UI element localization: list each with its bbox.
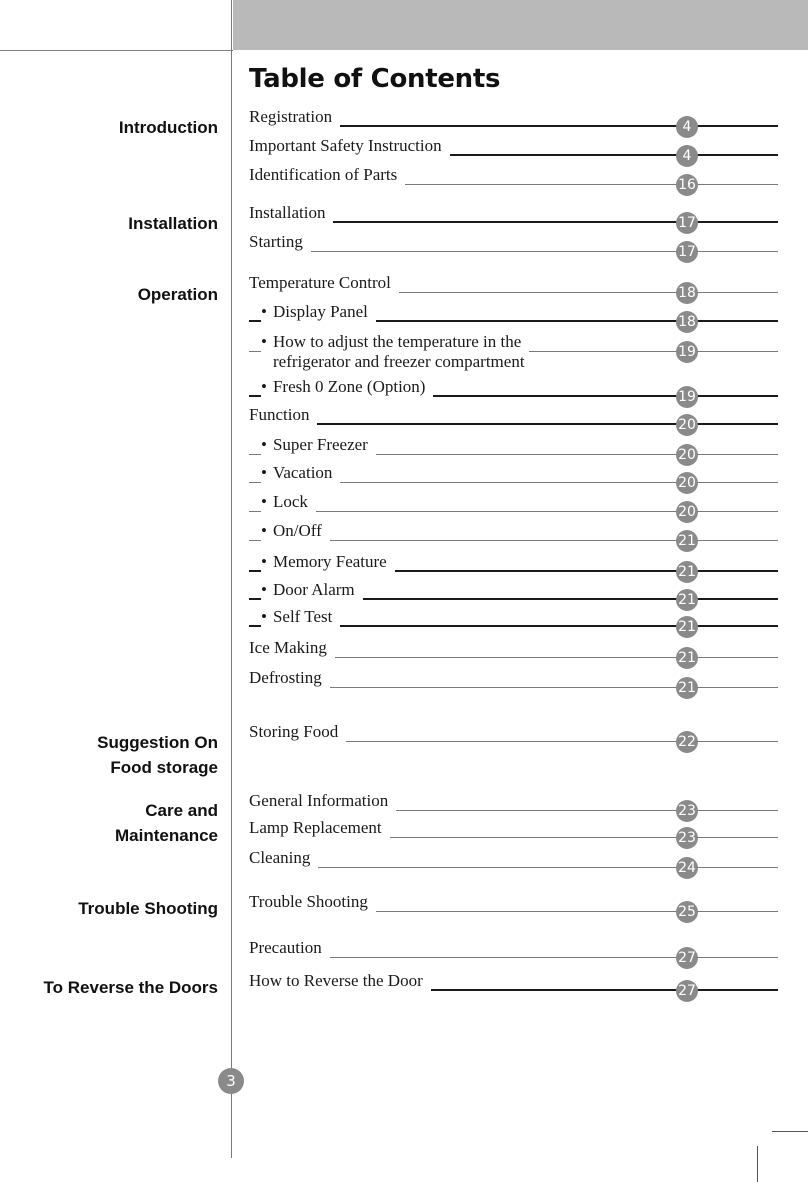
toc-entry-label: Trouble Shooting [249, 892, 376, 912]
corner-mark-vertical [757, 1146, 758, 1182]
leader-line [249, 423, 778, 425]
toc-entry[interactable] [249, 232, 778, 260]
section-care-maintenance: Care and Maintenance [115, 801, 218, 845]
toc-entry-label: • Memory Feature [261, 552, 395, 572]
toc-entry-label: Cleaning [249, 848, 318, 868]
page-number-badge: 17 [676, 212, 698, 234]
section-reverse-doors: To Reverse the Doors [43, 978, 218, 997]
toc-entry-label: How to Reverse the Door [249, 971, 431, 991]
page-number-badge: 21 [676, 616, 698, 638]
page-number-badge: 20 [676, 414, 698, 436]
toc-entry-label: Lamp Replacement [249, 818, 390, 838]
toc-entry-label: • Vacation [261, 463, 340, 483]
toc-entry[interactable] [249, 580, 778, 608]
toc-entry-label: • Door Alarm [261, 580, 363, 600]
toc-entry[interactable] [249, 107, 778, 135]
toc-entry[interactable] [249, 521, 778, 549]
header-band [233, 0, 808, 50]
toc-entry[interactable] [249, 435, 778, 463]
page-number-badge: 23 [676, 800, 698, 822]
page-number-badge: 20 [676, 444, 698, 466]
section-operation: Operation [137, 285, 218, 304]
corner-mark-horizontal [772, 1131, 808, 1132]
toc-entry[interactable] [249, 848, 778, 876]
toc-entry-label: • Self Test [261, 607, 340, 627]
header-rule [0, 50, 233, 51]
toc-entry[interactable] [249, 165, 778, 193]
page-number-badge: 20 [676, 501, 698, 523]
toc-entry[interactable] [249, 377, 778, 405]
toc-entry[interactable] [249, 722, 778, 750]
toc-entry-label: • How to adjust the temperature in the [261, 332, 529, 352]
page-number-badge: 4 [676, 116, 698, 138]
leader-line [249, 511, 778, 512]
toc-entry[interactable] [249, 492, 778, 520]
toc-entry-label: • On/Off [261, 521, 330, 541]
toc-entry-label: Starting [249, 232, 311, 252]
section-introduction: Introduction [118, 118, 218, 137]
toc-entry-label: • Super Freezer [261, 435, 376, 455]
page-number-badge: 21 [676, 589, 698, 611]
toc-entry[interactable] [249, 203, 778, 231]
page-number-badge: 18 [676, 311, 698, 333]
toc-entry[interactable] [249, 405, 778, 433]
toc-entry[interactable] [249, 552, 778, 580]
toc-entry[interactable] [249, 668, 778, 696]
margin-rule [231, 0, 232, 1158]
page-number-badge: 21 [676, 530, 698, 552]
page-number-badge: 16 [676, 174, 698, 196]
toc-entry-label: • Display Panel [261, 302, 376, 322]
page-number-badge: 17 [676, 241, 698, 263]
toc-entry[interactable] [249, 638, 778, 666]
toc-entry[interactable] [249, 463, 778, 491]
page-number-badge: 21 [676, 677, 698, 699]
page-number-badge: 27 [676, 947, 698, 969]
section-installation: Installation [128, 214, 218, 233]
leader-line [249, 867, 778, 868]
page-number-badge: 24 [676, 857, 698, 879]
toc-entry-label: Identification of Parts [249, 165, 405, 185]
page-number-badge: 19 [676, 341, 698, 363]
page-number-badge: 18 [676, 282, 698, 304]
toc-entry[interactable] [249, 791, 778, 819]
toc-entry[interactable] [249, 302, 778, 330]
toc-entry-label: Important Safety Instruction [249, 136, 450, 156]
toc-entry[interactable] [249, 273, 778, 301]
toc-entry-label: Registration [249, 107, 340, 127]
toc-entry-label: Storing Food [249, 722, 346, 742]
page-number-badge: 4 [676, 145, 698, 167]
toc-entry-label: Function [249, 405, 317, 425]
page-number-badge: 21 [676, 561, 698, 583]
toc-entry[interactable] [249, 938, 778, 966]
page-number-circle: 3 [218, 1068, 244, 1094]
toc-entry-label: • Fresh 0 Zone (Option) [261, 377, 433, 397]
toc-entry-label: Ice Making [249, 638, 335, 658]
toc-entry-label-line2: refrigerator and freezer compartment [273, 352, 525, 371]
toc-entry-label: • Lock [261, 492, 316, 512]
page-number-badge: 21 [676, 647, 698, 669]
toc-entry-label: Temperature Control [249, 273, 399, 293]
toc-entry-label: Installation [249, 203, 333, 223]
toc-entry[interactable] [249, 607, 778, 635]
page-number-badge: 22 [676, 731, 698, 753]
page-number-badge: 19 [676, 386, 698, 408]
page-number-badge: 27 [676, 980, 698, 1002]
page-number-badge: 25 [676, 901, 698, 923]
toc-entry[interactable] [249, 818, 778, 846]
leader-line [249, 251, 778, 252]
section-trouble-shooting: Trouble Shooting [78, 899, 218, 918]
toc-entry[interactable] [249, 892, 778, 920]
toc-entry-label: Precaution [249, 938, 330, 958]
page-number-badge: 20 [676, 472, 698, 494]
page-number-badge: 23 [676, 827, 698, 849]
toc-entry-label: General Information [249, 791, 396, 811]
toc-entry-label: Defrosting [249, 668, 330, 688]
toc-entry[interactable] [249, 136, 778, 164]
toc-entry[interactable] [249, 971, 778, 999]
section-food-storage: Suggestion On Food storage [97, 733, 218, 777]
toc-entry[interactable] [249, 332, 778, 371]
page-title: Table of Contents [249, 64, 501, 94]
